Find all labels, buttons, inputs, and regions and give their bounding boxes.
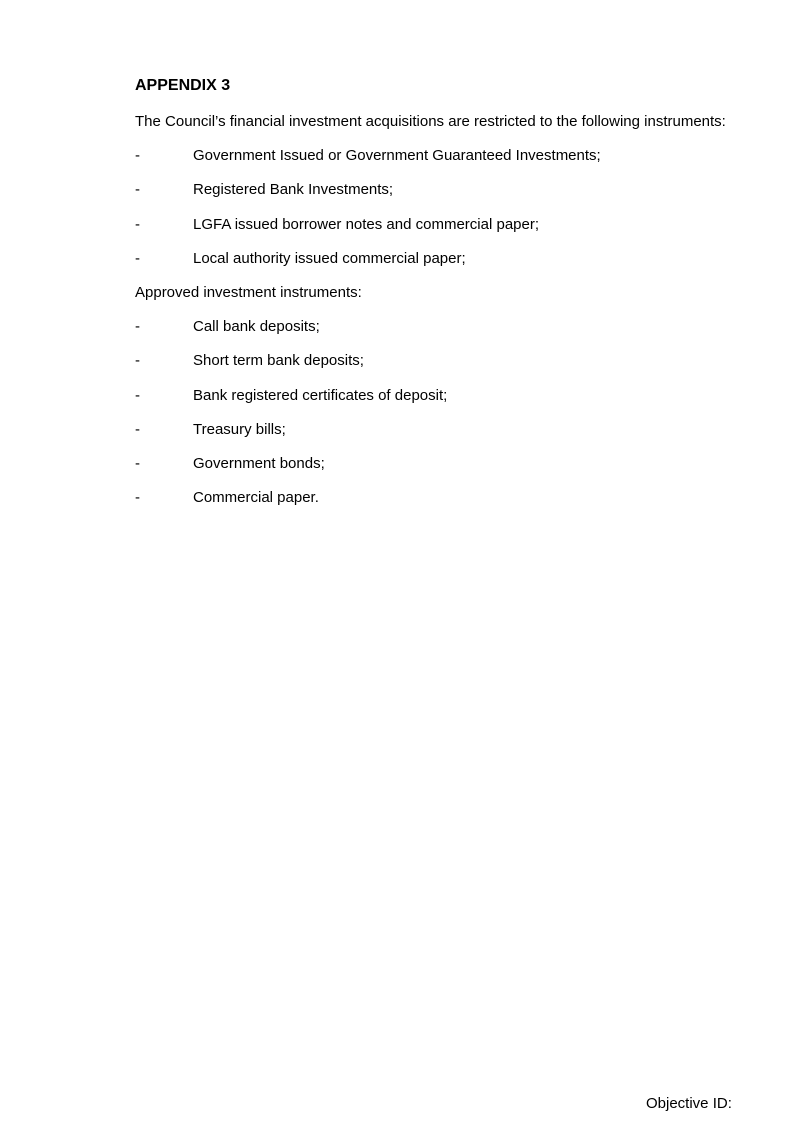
list-item-text: Commercial paper.	[193, 489, 319, 507]
list-dash: -	[135, 249, 140, 267]
approved-instruments-heading: Approved investment instruments:	[135, 284, 362, 301]
list-item-text: Call bank deposits;	[193, 318, 320, 335]
list-item-text: Bank registered certificates of deposit;	[193, 386, 448, 404]
list-item-text: Short term bank deposits;	[193, 352, 364, 370]
list-dash: -	[135, 318, 140, 335]
list-dash: -	[135, 420, 140, 438]
list-dash: -	[135, 147, 140, 164]
list-item-text: Treasury bills;	[193, 420, 286, 438]
list-item-text: Government bonds;	[193, 455, 325, 473]
intro-paragraph: The Council’s financial investment acquisitions are restricted to the following instruments:	[135, 113, 726, 130]
appendix-heading: APPENDIX 3	[135, 77, 231, 94]
list-dash: -	[135, 215, 140, 233]
list-item-text: Local authority issued commercial paper;	[193, 249, 466, 267]
list-dash: -	[135, 489, 140, 507]
list-dash: -	[135, 352, 140, 370]
list-dash: -	[135, 455, 140, 473]
list-dash: -	[135, 181, 140, 199]
list-dash: -	[135, 386, 140, 404]
list-item-text: LGFA issued borrower notes and commercial paper;	[193, 215, 540, 233]
list-item-text: Government Issued or Government Guaranteed Investments;	[193, 147, 601, 164]
objective-id-label: Objective ID:	[646, 1095, 732, 1112]
list-item-text: Registered Bank Investments;	[193, 181, 394, 199]
